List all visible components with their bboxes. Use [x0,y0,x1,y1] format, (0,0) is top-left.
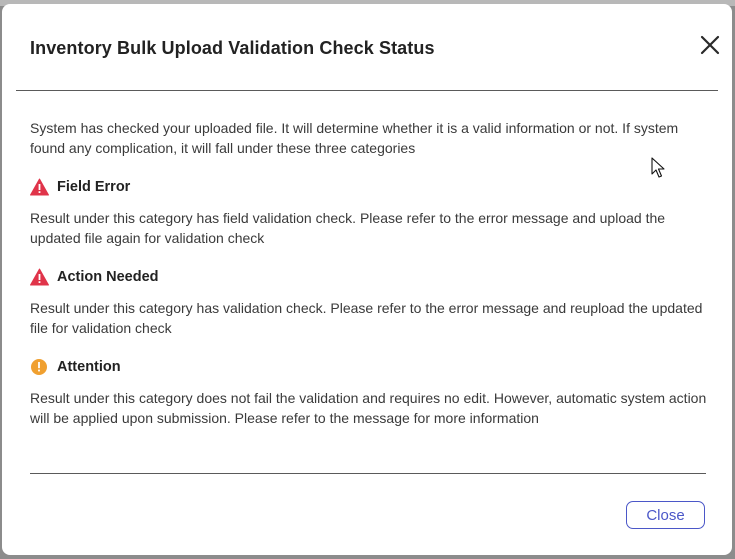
category-description: Result under this category has validation check. Please refer to the error message and reupload the updated file for validation check [30,300,703,336]
category-label: Attention [57,359,121,375]
category-description: Result under this category does not fail the validation and requires no edit. However, automatic system action will be applied upon submission. Please refer to the message for more information [30,390,707,426]
close-icon[interactable] [699,34,721,56]
category-field-error [30,177,130,197]
category-action-needed [30,267,159,287]
warning-triangle-icon [30,178,49,196]
header-divider [16,90,718,91]
category-label: Action Needed [57,269,159,285]
category-label: Field Error [57,179,131,195]
footer-divider [30,473,706,474]
mouse-cursor-icon [651,157,665,179]
category-attention [30,357,121,377]
category-description: Result under this category has field validation check. Please refer to the error message and upload the updated file again for validation check [30,210,666,246]
dialog-title: Inventory Bulk Upload Validation Check Status [30,38,435,58]
intro-text: System has checked your uploaded file. It will determine whether it is a valid information or not. If system found any complication, it will fall under these three categories [30,120,679,156]
warning-triangle-icon [30,268,49,286]
close-button[interactable]: Close [626,501,705,529]
exclamation-circle-icon [30,358,49,376]
validation-status-dialog [2,4,732,555]
